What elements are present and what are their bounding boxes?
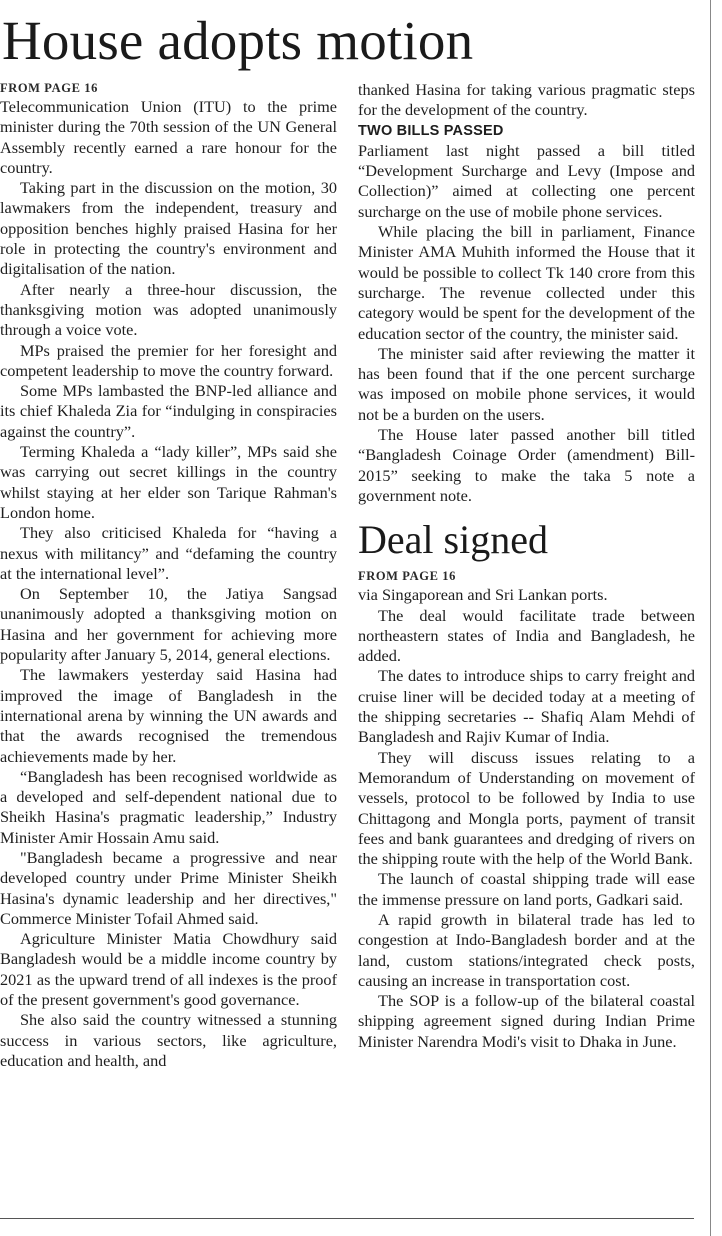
paragraph: The launch of coastal shipping trade will ease the immense pressure on land ports, Gadkari said. xyxy=(358,869,695,909)
jump-line: FROM PAGE 16 xyxy=(358,569,456,584)
paragraph: The SOP is a follow-up of the bilateral coastal shipping agreement signed during Indian Prime Minister Narendra Modi's visit to Dhaka in June. xyxy=(358,991,695,1051)
paragraph: MPs praised the premier for her foresight and competent leadership to move the country forward. xyxy=(0,340,337,380)
paragraph: The dates to introduce ships to carry freight and cruise liner will be decided today at a meeting of the shipping secretaries -- Shafiq Alam Mehdi of Bangladesh and Rajiv Kumar of India. xyxy=(358,666,695,747)
paragraph: Taking part in the discussion on the motion, 30 lawmakers from the independent, treasury and opposition benches highly praised Hasina for her role in protecting the country's environment and digitalisation of the nation. xyxy=(0,178,337,279)
jump-line: FROM PAGE 16 xyxy=(0,81,98,95)
paragraph: She also said the country witnessed a stunning success in various sectors, like agriculture, education and health, and xyxy=(0,1010,337,1070)
page-edge-divider xyxy=(710,0,711,1236)
story-headline: House adopts motion xyxy=(2,10,474,71)
paragraph: thanked Hasina for taking various pragmatic steps for the development of the country. xyxy=(358,80,695,120)
story-left-column xyxy=(0,80,337,1071)
paragraph: The deal would facilitate trade between northeastern states of India and Bangladesh, he added. xyxy=(358,605,695,666)
paragraph: They also criticised Khaleda for “having a nexus with militancy” and “defaming the country at the international level”. xyxy=(0,523,337,583)
paragraph: They will discuss issues relating to a Memorandum of Understanding on movement of vessels, protocol to be followed by India to use Chittagong and Mongla ports, payment of transit fees and bank guarantees and dredging of rivers on the shipping route with the help of the World Bank. xyxy=(358,747,695,869)
paragraph: Terming Khaleda a “lady killer”, MPs said she was carrying out secret killings in the country whilst staying at her elder son Tarique Rahman's London home. xyxy=(0,442,337,522)
paragraph: While placing the bill in parliament, Finance Minister AMA Muhith informed the House that it would be possible to collect Tk 140 crore from this surcharge. The revenue collected under this category would be spent for the development of the education sector of the country, the minister said. xyxy=(358,222,695,343)
paragraph: “Bangladesh has been recognised worldwide as a developed and self-dependent national due to Sheikh Hasina's pragmatic leadership,” Industry Minister Amir Hossain Amu said. xyxy=(0,766,337,847)
paragraph: Some MPs lambasted the BNP-led alliance and its chief Khaleda Zia for “indulging in conspiracies against the country”. xyxy=(0,381,337,441)
paragraph: Agriculture Minister Matia Chowdhury said Bangladesh would be a middle income country by 2021 as the upward trend of all indexes is the proof of the present government's good governance. xyxy=(0,929,337,1010)
paragraph: via Singaporean and Sri Lankan ports. xyxy=(358,585,608,605)
deal-signed-headline: Deal signed xyxy=(358,517,548,563)
paragraph: "Bangladesh became a progressive and near developed country under Prime Minister Sheikh Hasina's dynamic leadership and her directives," Commerce Minister Tofail Ahmed said. xyxy=(0,847,337,928)
paragraph: A rapid growth in bilateral trade has led to congestion at Indo-Bangladesh border and at the land, custom stations/integrated check posts, causing an increase in transportation cost. xyxy=(358,909,695,990)
paragraph: The lawmakers yesterday said Hasina had improved the image of Bangladesh in the international arena by winning the UN awards and that the awards recognised the tremendous achievements made by her. xyxy=(0,665,337,766)
story-right-column xyxy=(358,80,695,1052)
subhead-two-bills: TWO BILLS PASSED xyxy=(358,122,504,139)
paragraph: After nearly a three-hour discussion, the thanksgiving motion was adopted unanimously through a voice vote. xyxy=(0,279,337,340)
paragraph: The minister said after reviewing the matter it has been found that if the one percent surcharge was imposed on mobile phone services, it would not be a burden on the users. xyxy=(358,343,695,424)
paragraph: Parliament last night passed a bill titled “Development Surcharge and Levy (Impose and Collection)” aimed at collecting one percent surcharge on the use of mobile phone services. xyxy=(358,140,695,221)
paragraph: Telecommunication Union (ITU) to the prime minister during the 70th session of the UN General Assembly recently earned a rare honour for the country. xyxy=(0,97,337,177)
bottom-rule xyxy=(0,1218,694,1219)
paragraph: The House later passed another bill titled “Bangladesh Coinage Order (amendment) Bill-2015” seeking to make the taka 5 note a government note. xyxy=(358,425,695,505)
paragraph: On September 10, the Jatiya Sangsad unanimously adopted a thanksgiving motion on Hasina and her government for achieving more popularity after January 5, 2014, general elections. xyxy=(0,584,337,665)
